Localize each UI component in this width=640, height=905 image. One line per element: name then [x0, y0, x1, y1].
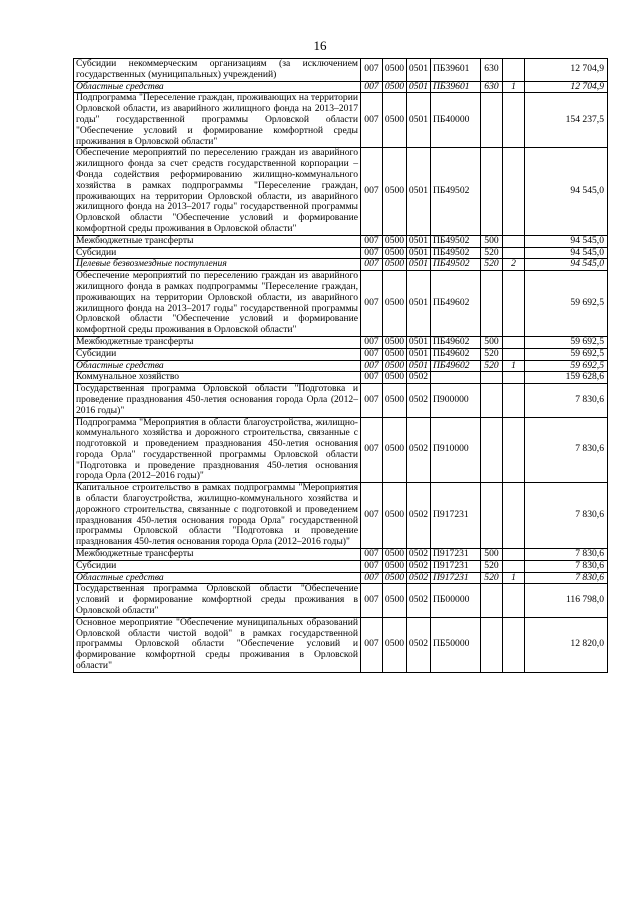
amount-cell: 154 237,5	[525, 93, 608, 148]
section-code-cell: 0500	[383, 247, 407, 259]
source-code-cell	[503, 336, 525, 348]
source-code-cell: 1	[503, 572, 525, 584]
target-article-code-cell	[431, 372, 481, 384]
admin-code-cell: 007	[361, 417, 383, 483]
expense-name-cell: Областные средства	[74, 360, 361, 372]
subsection-code-cell: 0501	[407, 360, 431, 372]
amount-cell: 59 692,5	[525, 336, 608, 348]
section-code-cell: 0500	[383, 384, 407, 417]
expense-type-code-cell	[481, 271, 503, 337]
section-code-cell: 0500	[383, 549, 407, 561]
table-row	[74, 560, 608, 572]
expense-type-code-cell: 630	[481, 81, 503, 93]
source-code-cell	[503, 271, 525, 337]
target-article-code-cell: ПБ49502	[431, 247, 481, 259]
expense-type-code-cell: 520	[481, 560, 503, 572]
admin-code-cell: 007	[361, 483, 383, 549]
subsection-code-cell: 0502	[407, 372, 431, 384]
expense-type-code-cell	[481, 93, 503, 148]
subsection-code-cell: 0501	[407, 148, 431, 235]
target-article-code-cell: ПБ50000	[431, 617, 481, 672]
expense-name-cell: Субсидии	[74, 247, 361, 259]
amount-cell: 12 704,9	[525, 81, 608, 93]
section-code-cell: 0500	[383, 235, 407, 247]
table-row	[74, 584, 608, 617]
target-article-code-cell: П917231	[431, 560, 481, 572]
expense-type-code-cell: 520	[481, 259, 503, 271]
subsection-code-cell: 0502	[407, 572, 431, 584]
section-code-cell: 0500	[383, 560, 407, 572]
admin-code-cell: 007	[361, 59, 383, 82]
subsection-code-cell: 0501	[407, 348, 431, 360]
admin-code-cell: 007	[361, 372, 383, 384]
subsection-code-cell: 0501	[407, 247, 431, 259]
admin-code-cell: 007	[361, 93, 383, 148]
expense-type-code-cell	[481, 417, 503, 483]
amount-cell: 7 830,6	[525, 384, 608, 417]
subsection-code-cell: 0502	[407, 384, 431, 417]
target-article-code-cell: ПБ39601	[431, 81, 481, 93]
section-code-cell: 0500	[383, 93, 407, 148]
target-article-code-cell: ПБ49502	[431, 259, 481, 271]
source-code-cell	[503, 372, 525, 384]
expense-name-cell: Областные средства	[74, 81, 361, 93]
amount-cell: 7 830,6	[525, 572, 608, 584]
expense-name-cell: Субсидии некоммерческим организациям (за исключением государственных (муниципальных) учреждений)	[74, 59, 361, 82]
admin-code-cell: 007	[361, 336, 383, 348]
section-code-cell: 0500	[383, 572, 407, 584]
source-code-cell	[503, 483, 525, 549]
amount-cell: 116 798,0	[525, 584, 608, 617]
amount-cell: 159 628,6	[525, 372, 608, 384]
table-row	[74, 549, 608, 561]
expense-name-cell: Субсидии	[74, 560, 361, 572]
admin-code-cell: 007	[361, 81, 383, 93]
page-number: 16	[313, 38, 327, 53]
target-article-code-cell: ПБ49602	[431, 360, 481, 372]
expense-name-cell: Капитальное строительство в рамках подпрограммы "Мероприятия в области благоустройства, жилищно-коммунального хозяйства и дорожного строительства, связанные с подготовкой и проведением празднования 450-летия основания города Орла" государственной программы Орловской области "Подготовка и проведение празднования 450-летия основания города Орла (2012–2016 годы)"	[74, 483, 361, 549]
expense-name-cell: Подпрограмма "Переселение граждан, проживающих на территории Орловской области, из аварийного жилищного фонда на 2013–2017 годы" государственной программы Орловской области "Обеспечение условий и формирование комфортной среды проживания в Орловской области"	[74, 93, 361, 148]
table-row	[74, 59, 608, 82]
source-code-cell	[503, 247, 525, 259]
table-row	[74, 81, 608, 93]
amount-cell: 12 704,9	[525, 59, 608, 82]
admin-code-cell: 007	[361, 384, 383, 417]
table-row	[74, 235, 608, 247]
amount-cell: 94 545,0	[525, 148, 608, 235]
admin-code-cell: 007	[361, 549, 383, 561]
target-article-code-cell: ПБ40000	[431, 93, 481, 148]
table-row	[74, 247, 608, 259]
subsection-code-cell: 0502	[407, 483, 431, 549]
table-row	[74, 372, 608, 384]
table-row	[74, 271, 608, 337]
table-row	[74, 572, 608, 584]
budget-table-body	[74, 59, 608, 673]
table-row	[74, 617, 608, 672]
subsection-code-cell: 0502	[407, 417, 431, 483]
section-code-cell: 0500	[383, 59, 407, 82]
amount-cell: 59 692,5	[525, 348, 608, 360]
expense-name-cell: Межбюджетные трансферты	[74, 235, 361, 247]
source-code-cell	[503, 93, 525, 148]
target-article-code-cell: ПБ00000	[431, 584, 481, 617]
amount-cell: 7 830,6	[525, 483, 608, 549]
source-code-cell: 1	[503, 360, 525, 372]
section-code-cell: 0500	[383, 584, 407, 617]
section-code-cell: 0500	[383, 336, 407, 348]
table-row	[74, 336, 608, 348]
target-article-code-cell: П917231	[431, 483, 481, 549]
amount-cell: 59 692,5	[525, 271, 608, 337]
admin-code-cell: 007	[361, 148, 383, 235]
admin-code-cell: 007	[361, 259, 383, 271]
target-article-code-cell: ПБ49602	[431, 271, 481, 337]
admin-code-cell: 007	[361, 572, 383, 584]
expense-type-code-cell: 500	[481, 336, 503, 348]
section-code-cell: 0500	[383, 372, 407, 384]
budget-table	[73, 58, 608, 673]
expense-name-cell: Обеспечение мероприятий по переселению граждан из аварийного жилищного фонда в рамках подпрограммы "Переселение граждан, проживающих на территории Орловской области, из аварийного жилищного фонда на 2013–2017 годы" государственной программы Орловской области "Обеспечение условий и формирование комфортной среды проживания в Орловской области"	[74, 271, 361, 337]
table-row	[74, 417, 608, 483]
section-code-cell: 0500	[383, 259, 407, 271]
source-code-cell	[503, 148, 525, 235]
subsection-code-cell: 0502	[407, 584, 431, 617]
subsection-code-cell: 0501	[407, 336, 431, 348]
expense-type-code-cell: 520	[481, 247, 503, 259]
source-code-cell: 2	[503, 259, 525, 271]
source-code-cell	[503, 417, 525, 483]
expense-name-cell: Государственная программа Орловской области "Подготовка и проведение празднования 450-летия основания города Орла (2012–2016 годы)"	[74, 384, 361, 417]
amount-cell: 7 830,6	[525, 560, 608, 572]
subsection-code-cell: 0502	[407, 560, 431, 572]
source-code-cell	[503, 549, 525, 561]
admin-code-cell: 007	[361, 271, 383, 337]
expense-type-code-cell	[481, 483, 503, 549]
subsection-code-cell: 0501	[407, 235, 431, 247]
expense-type-code-cell	[481, 617, 503, 672]
target-article-code-cell: ПБ49602	[431, 336, 481, 348]
expense-type-code-cell: 500	[481, 235, 503, 247]
target-article-code-cell: П900000	[431, 384, 481, 417]
section-code-cell: 0500	[383, 348, 407, 360]
table-row	[74, 483, 608, 549]
expense-name-cell: Основное мероприятие "Обеспечение муниципальных образований Орловской области чистой водой" в рамках государственной программы Орловской области "Обеспечение условий и формирование комфортной среды проживания в Орловской области"	[74, 617, 361, 672]
table-row	[74, 148, 608, 235]
amount-cell: 94 545,0	[525, 235, 608, 247]
admin-code-cell: 007	[361, 584, 383, 617]
expense-type-code-cell: 500	[481, 549, 503, 561]
expense-name-cell: Субсидии	[74, 348, 361, 360]
target-article-code-cell: ПБ49502	[431, 148, 481, 235]
expense-type-code-cell: 520	[481, 360, 503, 372]
expense-type-code-cell: 630	[481, 59, 503, 82]
section-code-cell: 0500	[383, 417, 407, 483]
section-code-cell: 0500	[383, 617, 407, 672]
expense-name-cell: Коммунальное хозяйство	[74, 372, 361, 384]
table-row	[74, 384, 608, 417]
source-code-cell	[503, 584, 525, 617]
amount-cell: 12 820,0	[525, 617, 608, 672]
expense-type-code-cell	[481, 584, 503, 617]
source-code-cell	[503, 59, 525, 82]
table-row	[74, 348, 608, 360]
amount-cell: 94 545,0	[525, 247, 608, 259]
table-row	[74, 360, 608, 372]
table-row	[74, 93, 608, 148]
amount-cell: 59 692,5	[525, 360, 608, 372]
admin-code-cell: 007	[361, 235, 383, 247]
subsection-code-cell: 0501	[407, 81, 431, 93]
target-article-code-cell: П917231	[431, 572, 481, 584]
subsection-code-cell: 0501	[407, 271, 431, 337]
admin-code-cell: 007	[361, 348, 383, 360]
source-code-cell	[503, 235, 525, 247]
target-article-code-cell: ПБ49502	[431, 235, 481, 247]
target-article-code-cell: П910000	[431, 417, 481, 483]
section-code-cell: 0500	[383, 360, 407, 372]
amount-cell: 7 830,6	[525, 549, 608, 561]
expense-type-code-cell: 520	[481, 572, 503, 584]
source-code-cell	[503, 617, 525, 672]
subsection-code-cell: 0502	[407, 617, 431, 672]
expense-name-cell: Областные средства	[74, 572, 361, 584]
expense-type-code-cell	[481, 372, 503, 384]
subsection-code-cell: 0501	[407, 259, 431, 271]
subsection-code-cell: 0502	[407, 549, 431, 561]
expense-type-code-cell	[481, 148, 503, 235]
expense-type-code-cell: 520	[481, 348, 503, 360]
expense-name-cell: Подпрограмма "Мероприятия в области благоустройства, жилищно-коммунального хозяйства и дорожного строительства, связанные с подготовкой и проведением празднования 450-летия основания города Орла" государственной программы Орловской области "Подготовка и проведение празднования 450-летия основания города Орла (2012–2016 годы)"	[74, 417, 361, 483]
section-code-cell: 0500	[383, 483, 407, 549]
subsection-code-cell: 0501	[407, 93, 431, 148]
expense-name-cell: Межбюджетные трансферты	[74, 549, 361, 561]
admin-code-cell: 007	[361, 560, 383, 572]
expense-type-code-cell	[481, 384, 503, 417]
admin-code-cell: 007	[361, 617, 383, 672]
source-code-cell	[503, 560, 525, 572]
source-code-cell	[503, 384, 525, 417]
amount-cell: 94 545,0	[525, 259, 608, 271]
target-article-code-cell: П917231	[431, 549, 481, 561]
subsection-code-cell: 0501	[407, 59, 431, 82]
expense-name-cell: Государственная программа Орловской области "Обеспечение условий и формирование комфортной среды проживания в Орловской области"	[74, 584, 361, 617]
target-article-code-cell: ПБ39601	[431, 59, 481, 82]
section-code-cell: 0500	[383, 148, 407, 235]
section-code-cell: 0500	[383, 271, 407, 337]
section-code-cell: 0500	[383, 81, 407, 93]
amount-cell: 7 830,6	[525, 417, 608, 483]
admin-code-cell: 007	[361, 247, 383, 259]
expense-name-cell: Межбюджетные трансферты	[74, 336, 361, 348]
admin-code-cell: 007	[361, 360, 383, 372]
table-row	[74, 259, 608, 271]
source-code-cell: 1	[503, 81, 525, 93]
source-code-cell	[503, 348, 525, 360]
expense-name-cell: Целевые безвозмездные поступления	[74, 259, 361, 271]
expense-name-cell: Обеспечение мероприятий по переселению граждан из аварийного жилищного фонда за счет средств государственной корпорации – Фонда содействия реформированию жилищно-коммунального хозяйства в рамках подпрограммы "Переселение граждан, проживающих на территории Орловской области, из аварийного жилищного фонда на 2013–2017 годы" государственной программы Орловской области "Обеспечение условий и формирование комфортной среды проживания в Орловской области"	[74, 148, 361, 235]
target-article-code-cell: ПБ49602	[431, 348, 481, 360]
